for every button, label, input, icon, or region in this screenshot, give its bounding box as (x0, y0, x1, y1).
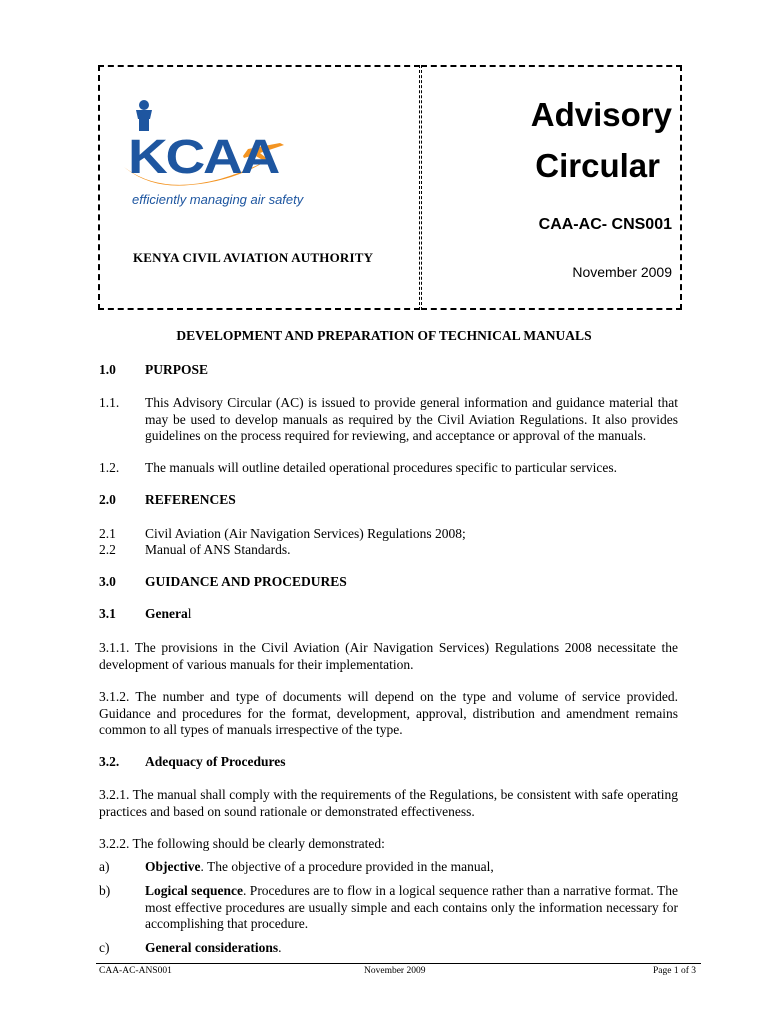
item-a-rest: . The objective of a procedure provided in the manual, (200, 859, 494, 874)
footer-rule (96, 963, 701, 964)
doc-type-line1: Advisory (530, 96, 672, 133)
subsection-3-1-number: 3.1 (99, 606, 116, 621)
doc-date: November 2009 (572, 264, 672, 280)
doc-code: CAA-AC- CNS001 (538, 216, 672, 233)
item-c-label: c) (99, 940, 110, 955)
item-c-text (145, 940, 678, 957)
item-b-rest: . Procedures are to flow in a logical sequence rather than a narrative format. The most effective procedures are usually simple and each contains only the information necessary for accomplishing that procedure. (145, 883, 678, 931)
item-b-text (145, 883, 678, 933)
para-3-2-2: 3.2.2. The following should be clearly demonstrated: (99, 836, 385, 851)
subsection-3-2-heading: Adequacy of Procedures (145, 754, 286, 769)
para-3-2-1: 3.2.1. The manual shall comply with the requirements of the Regulations, be consistent with safe operating practices and based on sound rationale or demonstrated effectiveness. (99, 787, 678, 819)
para-3-1-1: 3.1.1. The provisions in the Civil Aviation (Air Navigation Services) Regulations 2008 necessitate the development of various manuals for their implementation. (99, 640, 678, 672)
footer-date: November 2009 (364, 966, 426, 976)
subsection-3-2-number: 3.2. (99, 754, 120, 769)
subsection-3-1-heading (145, 606, 678, 623)
section-1-heading: PURPOSE (145, 362, 209, 377)
section-3-number: 3.0 (99, 574, 116, 589)
para-3-1-2: 3.1.2. The number and type of documents will depend on the type and volume of service provided. Guidance and procedures for the format, development, approval, distribution and amendment remains common to all types of manuals irrespective of the type. (99, 689, 678, 737)
item-c-bold: General considerations (145, 940, 279, 955)
document-title: DEVELOPMENT AND PREPARATION OF TECHNICAL MANUALS (176, 328, 592, 343)
para-1-2-text: The manuals will outline detailed operational procedures specific to particular services. (145, 460, 617, 475)
item-b-bold: Logical sequence (145, 883, 243, 898)
item-a-label: a) (99, 859, 110, 874)
control-tower-icon (136, 100, 152, 131)
item-b-label: b) (99, 883, 111, 898)
organization-name: KENYA CIVIL AVIATION AUTHORITY (133, 250, 374, 265)
para-1-1-number: 1.1. (99, 395, 120, 410)
item-a-text (145, 859, 678, 876)
section-3-heading: GUIDANCE AND PROCEDURES (145, 574, 347, 589)
ref-2-1-text: Civil Aviation (Air Navigation Services) Regulations 2008; (145, 526, 466, 541)
item-c-rest: . (278, 940, 282, 955)
doc-type-line2: Circular (535, 147, 660, 184)
logo-text: KCAA (128, 131, 280, 184)
subsection-3-1-heading-tail: l (187, 606, 192, 621)
ref-2-2-number: 2.2 (99, 542, 116, 557)
footer-page-number: Page 1 of 3 (652, 966, 696, 976)
ref-2-1-number: 2.1 (99, 526, 116, 541)
logo-tagline: efficiently managing air safety (132, 192, 304, 207)
ref-2-2-text: Manual of ANS Standards. (145, 542, 291, 557)
section-2-heading: REFERENCES (145, 492, 236, 507)
footer-doc-code: CAA-AC-ANS001 (99, 966, 172, 976)
para-1-1-text: This Advisory Circular (AC) is issued to provide general information and guidance material that may be used to develop manuals as required by the Civil Aviation Regulations. It also provides guidelines on the process required for reviewing, and acceptance or approval of the manuals. (145, 395, 678, 443)
para-1-2-number: 1.2. (99, 460, 120, 475)
section-1-number: 1.0 (99, 362, 116, 377)
subsection-3-1-heading-bold: Genera (145, 606, 188, 621)
item-a-bold: Objective (145, 859, 201, 874)
section-2-number: 2.0 (99, 492, 116, 507)
